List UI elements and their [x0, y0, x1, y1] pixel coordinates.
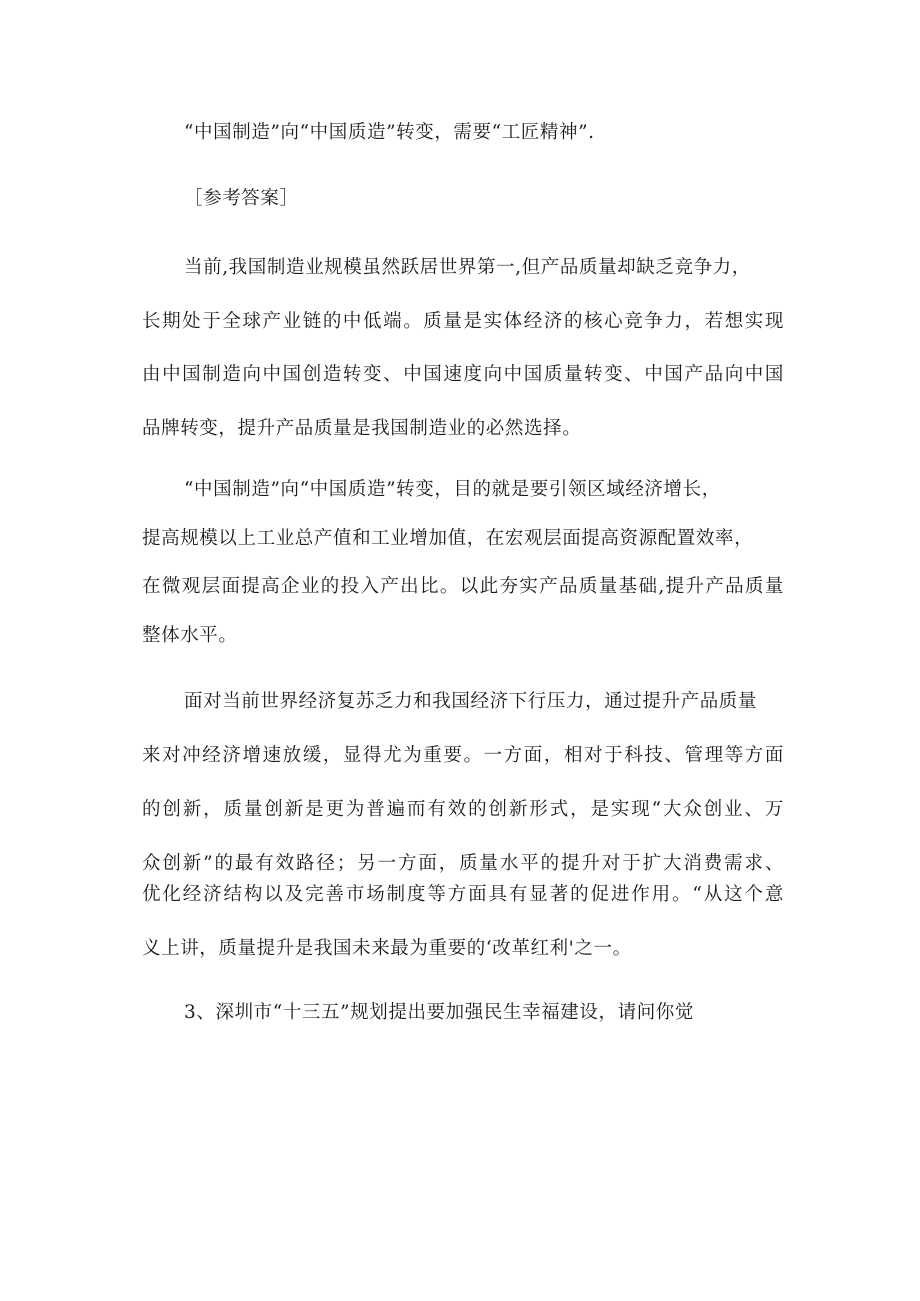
paragraph-line: “中国制造”向“中国质造”转变，目的就是要引领区域经济增长， [184, 479, 721, 500]
paragraph-line: 在微观层面提高企业的投入产出比。以此夯实产品质量基础,提升产品质量 [142, 576, 784, 597]
paragraph-line: 长期处于全球产业链的中低端。质量是实体经济的核心竞争力，若想实现 [142, 311, 784, 332]
answer-label: ［参考答案］ [184, 188, 299, 209]
paragraph-line: 众创新”的最有效路径；另一方面，质量水平的提升对于扩大消费需求、 [142, 853, 784, 874]
paragraph-line: 品牌转变，提升产品质量是我国制造业的必然选择。 [142, 418, 582, 439]
paragraph-line: 提高规模以上工业总产值和工业增加值，在宏观层面提高资源配置效率， [142, 528, 754, 549]
paragraph-line: 当前,我国制造业规模虽然跃居世界第一,但产品质量却缺乏竞争力， [184, 257, 751, 278]
paragraph-line: 义上讲，质量提升是我国未来最为重要的‘改革红利'之一。 [142, 938, 632, 959]
heading-text: “中国制造”向“中国质造”转变，需要“工匠精神”. [184, 122, 595, 143]
paragraph-line: 来对冲经济增速放缓，显得尤为重要。一方面，相对于科技、管理等方面 [142, 745, 784, 766]
question-text: 3、深圳市“十三五”规划提出要加强民生幸福建设，请问你觉 [184, 1002, 694, 1023]
paragraph-line: 面对当前世界经济复苏乏力和我国经济下行压力，通过提升产品质量 [184, 691, 758, 712]
paragraph-line: 的创新，质量创新是更为普遍而有效的创新形式，是实现“大众创业、万 [142, 799, 784, 820]
paragraph-line: 由中国制造向中国创造转变、中国速度向中国质量转变、中国产品向中国 [142, 364, 784, 385]
paragraph-line: 整体水平。 [142, 625, 238, 646]
paragraph-line: 优化经济结构以及完善市场制度等方面具有显著的促进作用。“从这个意 [142, 884, 784, 905]
